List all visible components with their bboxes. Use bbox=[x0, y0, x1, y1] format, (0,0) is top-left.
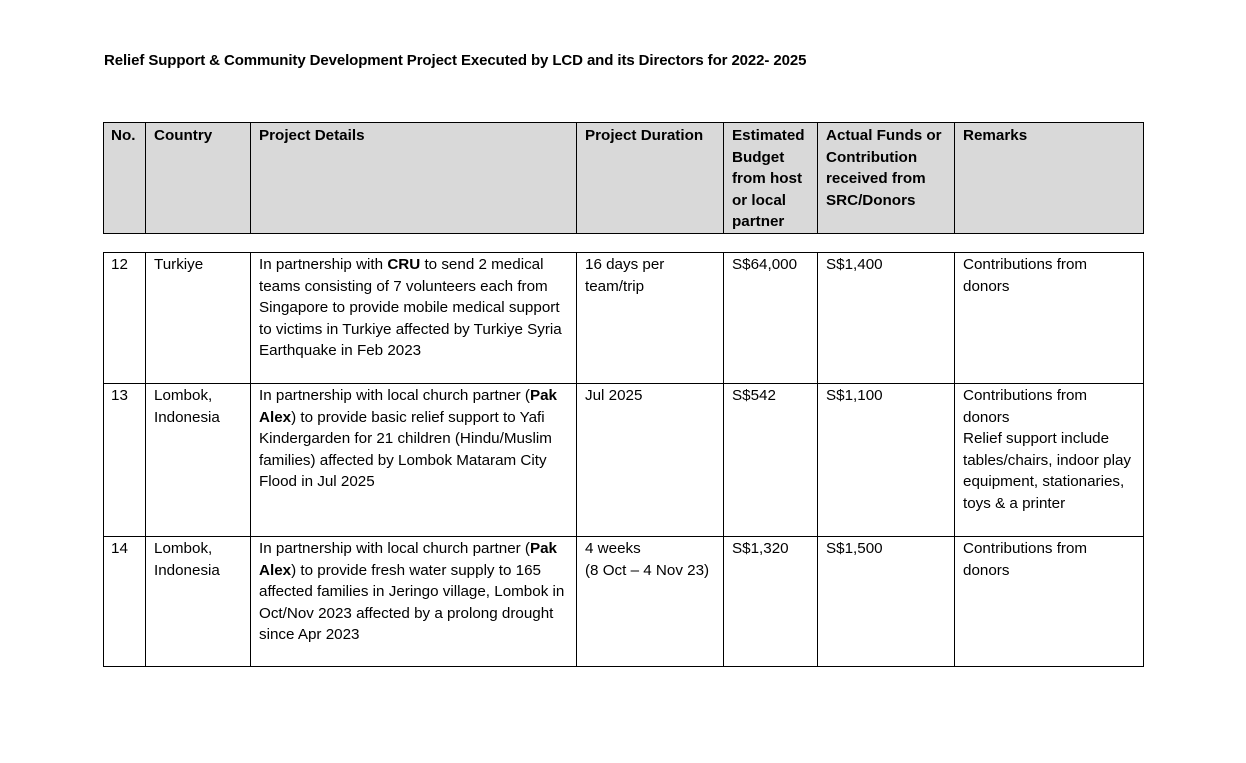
partner-name: Pak Alex bbox=[259, 540, 558, 579]
cell-estimated-budget: S$542 bbox=[724, 384, 818, 537]
table-row bbox=[104, 253, 1144, 384]
partner-name: Pak Alex bbox=[259, 387, 558, 426]
cell-country: Lombok, Indonesia bbox=[146, 537, 251, 667]
header-row bbox=[104, 123, 1144, 234]
table-row bbox=[104, 384, 1144, 537]
details-text: In partnership with local church partner ( bbox=[259, 387, 530, 404]
partner-name: CRU bbox=[387, 256, 421, 273]
details-text: ) to provide basic relief support to Yafi Kindergarden for 21 children (Hindu/Muslim families) affected by Lombok Mataram City Flood in Jul 2025 bbox=[259, 408, 552, 491]
remarks-text: Contributions from donors bbox=[963, 387, 1088, 426]
cell-remarks bbox=[955, 253, 1144, 384]
cell-estimated-budget: S$1,320 bbox=[724, 537, 818, 667]
details-text: ) to provide fresh water supply to 165 affected families in Jeringo village, Lombok in Oct/Nov 2023 affected by a prolong drought since Apr 2023 bbox=[259, 561, 565, 644]
cell-country: Lombok, Indonesia bbox=[146, 384, 251, 537]
remarks-extra-text: Relief support include tables/chairs, indoor play equipment, stationaries, toys & a printer bbox=[963, 430, 1131, 512]
details-text: In partnership with local church partner ( bbox=[259, 540, 530, 557]
header-actual-funds: Actual Funds or Contribution received from SRC/Donors bbox=[818, 123, 955, 234]
document-title: Relief Support & Community Development Project Executed by LCD and its Directors for 2022- 2025 bbox=[104, 52, 807, 69]
details-text: In partnership with bbox=[259, 256, 388, 273]
cell-actual-funds: S$1,100 bbox=[818, 384, 955, 537]
cell-duration: Jul 2025 bbox=[577, 384, 724, 537]
table-header bbox=[103, 122, 1144, 234]
table-row bbox=[104, 537, 1144, 667]
cell-actual-funds: S$1,500 bbox=[818, 537, 955, 667]
cell-estimated-budget: S$64,000 bbox=[724, 253, 818, 384]
remarks-text: Contributions from donors bbox=[963, 540, 1088, 579]
header-remarks: Remarks bbox=[955, 123, 1144, 234]
header-country: Country bbox=[146, 123, 251, 234]
cell-project-details bbox=[251, 253, 577, 384]
cell-project-details bbox=[251, 384, 577, 537]
details-text: to send 2 medical teams consisting of 7 volunteers each from Singapore to provide mobile medical support to victims in Turkiye affected by Turkiye Syria Earthquake in Feb 2023 bbox=[259, 256, 562, 360]
cell-no: 12 bbox=[104, 253, 146, 384]
header-project-details: Project Details bbox=[251, 123, 577, 234]
remarks-text: Contributions from donors bbox=[963, 256, 1088, 295]
cell-project-details bbox=[251, 537, 577, 667]
cell-remarks bbox=[955, 537, 1144, 667]
header-no: No. bbox=[104, 123, 146, 234]
cell-no: 13 bbox=[104, 384, 146, 537]
duration-text: 4 weeks bbox=[585, 540, 641, 557]
cell-country: Turkiye bbox=[146, 253, 251, 384]
header-project-duration: Project Duration bbox=[577, 123, 724, 234]
duration-dates: (8 Oct – 4 Nov 23) bbox=[585, 561, 710, 579]
cell-duration: 16 days per team/trip bbox=[577, 253, 724, 384]
projects-table bbox=[103, 252, 1144, 667]
cell-actual-funds: S$1,400 bbox=[818, 253, 955, 384]
header-estimated-budget: Estimated Budget from host or local partner bbox=[724, 123, 818, 234]
cell-duration bbox=[577, 537, 724, 667]
cell-no: 14 bbox=[104, 537, 146, 667]
cell-remarks bbox=[955, 384, 1144, 537]
